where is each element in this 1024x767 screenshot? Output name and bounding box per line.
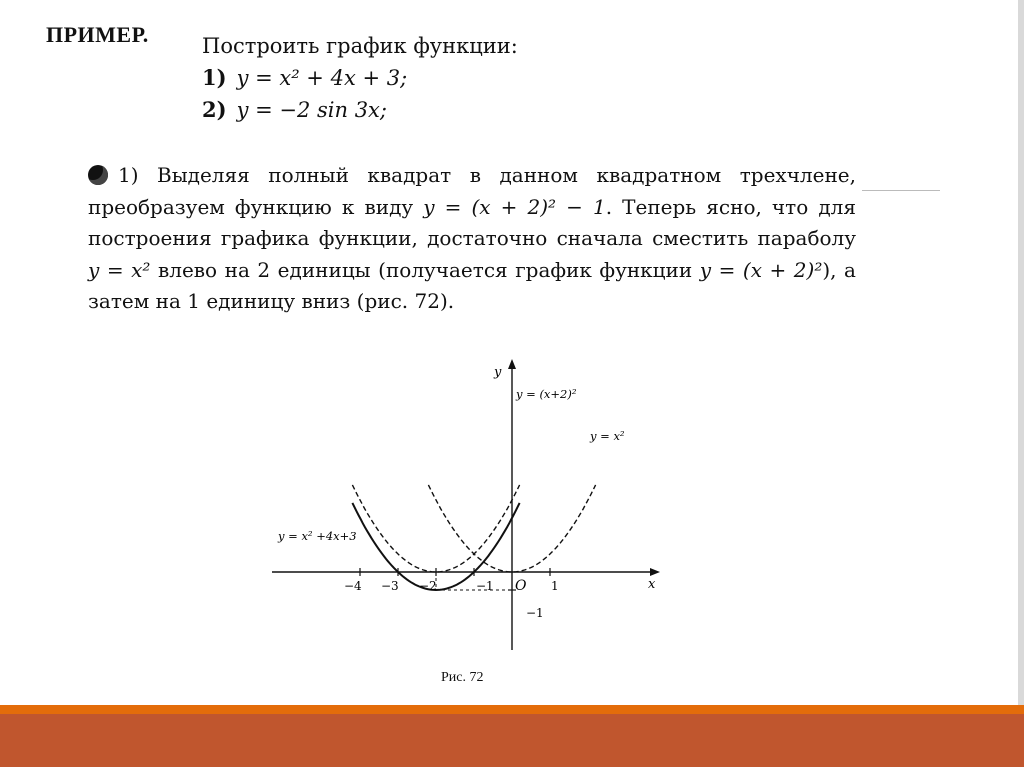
x-axis-label: x [648,577,656,592]
decorative-hairline [862,190,940,191]
y-axis-label: y [494,365,502,380]
solution-paragraph [88,160,856,318]
problem-title: Построить график функции: [202,34,518,58]
solution-text-4: ), а затем на 1 единицу вниз (рис. 72). [88,257,856,313]
axes [272,359,660,650]
figure-caption: Рис. 72 [441,670,484,685]
curve-result-parabola [352,503,519,590]
x-tick-label: −2 [419,579,437,593]
solution-formula-3: y = (x + 2)² [699,257,823,282]
x-tick-label: −4 [344,579,362,593]
slide-heading: ПРИМЕР. [46,22,149,47]
origin-label: O [515,578,527,594]
footer-band [0,714,1024,767]
curve-label-result: y = x² +4x+3 [278,529,357,543]
solution-formula-2: y = x² [88,257,151,282]
x-tick-label: −3 [381,579,399,593]
x-tick-label: −1 [476,579,494,593]
curve-shifted-parabola [352,485,519,572]
solution-text-1: 1) Выделяя полный квадрат в данном квадратном трехчлене, преобразуем функцию к виду [88,163,856,219]
problem-item-1 [202,62,762,94]
figure-graph [260,350,680,660]
solution-formula-1: y = (x + 2)² − 1 [423,194,606,219]
x-tick-label: 1 [551,579,559,593]
y-axis-arrow-icon [508,359,516,369]
footer-accent-stripe [0,705,1024,714]
slide-right-border [1018,0,1024,705]
curve-label-base: y = x² [590,429,625,443]
problem-item-formula: y = −2 sin 3x; [236,98,387,122]
problem-item-2 [202,94,762,126]
problem-statement [202,30,762,126]
curve-label-shifted: y = (x+2)² [516,387,577,401]
problem-item-number: 2) [202,97,227,122]
x-axis-arrow-icon [650,568,660,576]
y-tick-label: −1 [526,606,544,620]
problem-item-formula: y = x² + 4x + 3; [236,66,408,90]
solution-text-3: влево на 2 единицы (получается график функции [150,257,700,282]
bullet-icon [88,165,108,185]
solution-text-2: . Теперь ясно, что для построения графика функции, достаточно сначала сместить параболу [88,194,856,250]
problem-item-number: 1) [202,65,227,90]
